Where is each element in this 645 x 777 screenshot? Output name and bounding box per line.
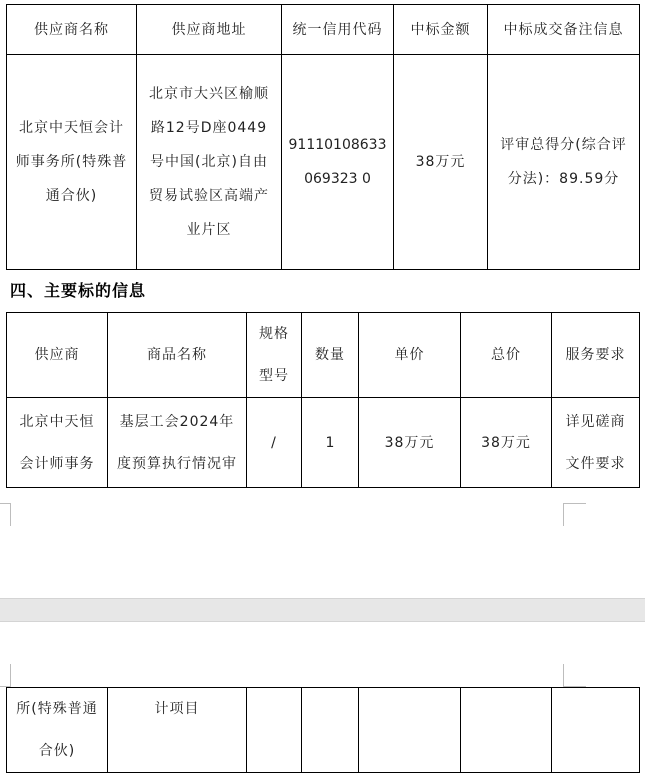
continued-product: 计项目: [108, 688, 247, 773]
item-spec: /: [247, 398, 302, 488]
item-unit-price: 38万元: [359, 398, 461, 488]
page-corner-mark: [0, 503, 11, 526]
header-bid-amount: 中标金额: [394, 5, 488, 55]
supplier-name: 北京中天恒会计师事务所(特殊普通合伙): [7, 55, 137, 270]
page-break: [0, 598, 645, 622]
credit-code-text: 91110108633069323 0: [288, 137, 387, 187]
bid-amount: 38万元: [394, 55, 488, 270]
header-quantity: 数量: [302, 313, 359, 398]
page-corner-mark: [563, 664, 586, 687]
continued-supplier: 所(特殊普通合伙): [7, 688, 108, 773]
item-total-price: 38万元: [461, 398, 552, 488]
continued-cell: [359, 688, 461, 773]
item-table: [6, 312, 640, 488]
header-total-price: 总价: [461, 313, 552, 398]
continued-cell: [302, 688, 359, 773]
header-supplier-name: 供应商名称: [7, 5, 137, 55]
header-service: 服务要求: [552, 313, 640, 398]
winner-table-header-row: [7, 5, 640, 55]
header-remark: 中标成交备注信息: [488, 5, 640, 55]
supplier-address: 北京市大兴区榆顺路12号D座0449号中国(北京)自由贸易试验区高端产业片区: [137, 55, 282, 270]
remark: 评审总得分(综合评分法)：89.59分: [488, 55, 640, 270]
item-table-row: [7, 398, 640, 488]
winner-table: [6, 4, 640, 270]
item-supplier: 北京中天恒会计师事务: [7, 398, 108, 488]
credit-code: [282, 55, 394, 270]
continued-row: [7, 688, 640, 773]
item-table-continued: [6, 687, 640, 773]
item-product: 基层工会2024年度预算执行情况审: [108, 398, 247, 488]
continued-cell: [461, 688, 552, 773]
page-corner-mark: [563, 503, 586, 526]
header-spec: 规格型号: [247, 313, 302, 398]
winner-table-row: [7, 55, 640, 270]
item-table-header-row: [7, 313, 640, 398]
header-credit-code: 统一信用代码: [282, 5, 394, 55]
continued-cell: [247, 688, 302, 773]
header-supplier-address: 供应商地址: [137, 5, 282, 55]
page-corner-mark: [0, 664, 11, 687]
continued-cell: [552, 688, 640, 773]
section-heading: 四、主要标的信息: [10, 281, 147, 300]
header-product-name: 商品名称: [108, 313, 247, 398]
item-service: 详见磋商文件要求: [552, 398, 640, 488]
item-quantity: 1: [302, 398, 359, 488]
header-supplier: 供应商: [7, 313, 108, 398]
header-unit-price: 单价: [359, 313, 461, 398]
